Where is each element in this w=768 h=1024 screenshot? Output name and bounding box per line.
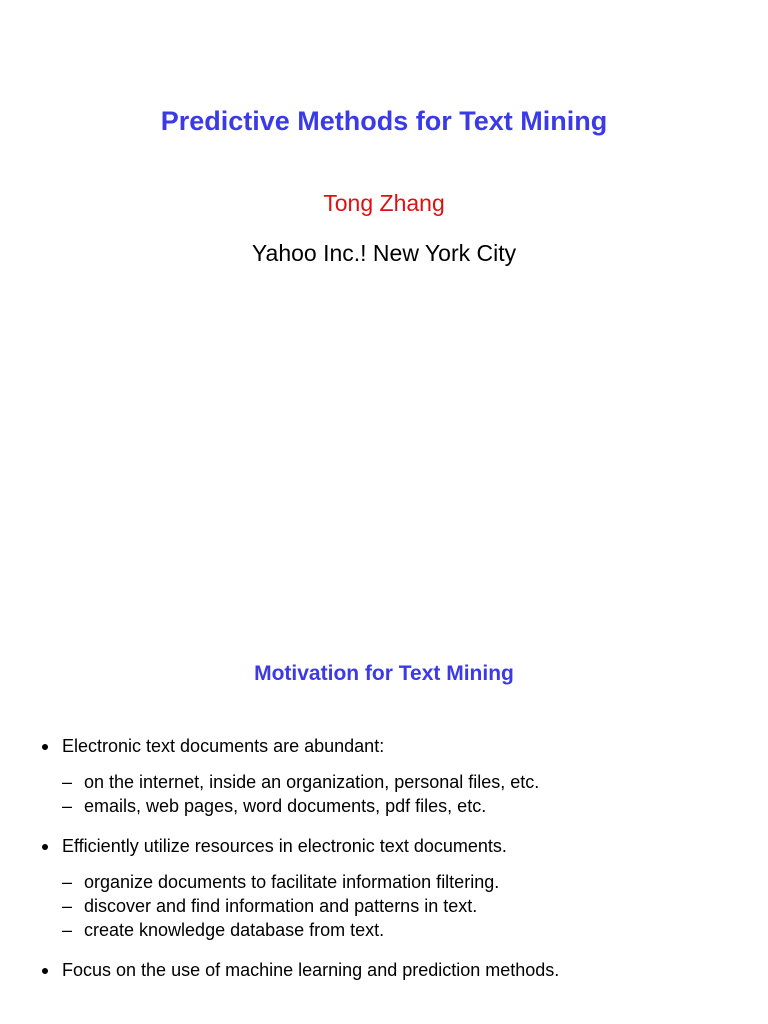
dash-icon: –: [62, 772, 73, 792]
dash-icon: –: [62, 872, 73, 892]
sub-text: organize documents to facilitate information filtering.: [84, 872, 500, 892]
author-name: Tong Zhang: [323, 190, 445, 216]
sub-text: on the internet, inside an organization, personal files, etc.: [84, 772, 540, 792]
dash-icon: –: [62, 896, 73, 916]
dash-icon: –: [62, 920, 73, 940]
slide-title: Predictive Methods for Text Mining: [160, 106, 608, 136]
bullet-dot-icon: [42, 968, 48, 974]
bullet-item: [40, 958, 740, 982]
sub-item: [62, 894, 740, 918]
bullet-dot-icon: [42, 844, 48, 850]
slide-heading: Motivation for Text Mining: [254, 662, 514, 685]
author-affiliation: Yahoo Inc.! New York City: [251, 240, 517, 266]
sub-item: [62, 870, 740, 894]
sub-item: [62, 794, 740, 818]
sub-text: emails, web pages, word documents, pdf files, etc.: [84, 796, 487, 816]
bullet-item: [40, 734, 740, 818]
bullet-dot-icon: [42, 744, 48, 750]
bullet-item: [40, 834, 740, 942]
sub-list: [62, 770, 740, 818]
sub-item: [62, 918, 740, 942]
sub-item: [62, 770, 740, 794]
sub-text: discover and find information and patterns in text.: [84, 896, 478, 916]
bullet-text: Electronic text documents are abundant:: [62, 736, 385, 756]
sub-list: [62, 870, 740, 942]
bullet-text: Efficiently utilize resources in electronic text documents.: [62, 836, 507, 856]
sub-text: create knowledge database from text.: [84, 920, 385, 940]
motivation-slide: [0, 640, 768, 1024]
dash-icon: –: [62, 796, 73, 816]
bullet-list: [40, 734, 740, 982]
bullet-text: Focus on the use of machine learning and prediction methods.: [62, 960, 560, 980]
